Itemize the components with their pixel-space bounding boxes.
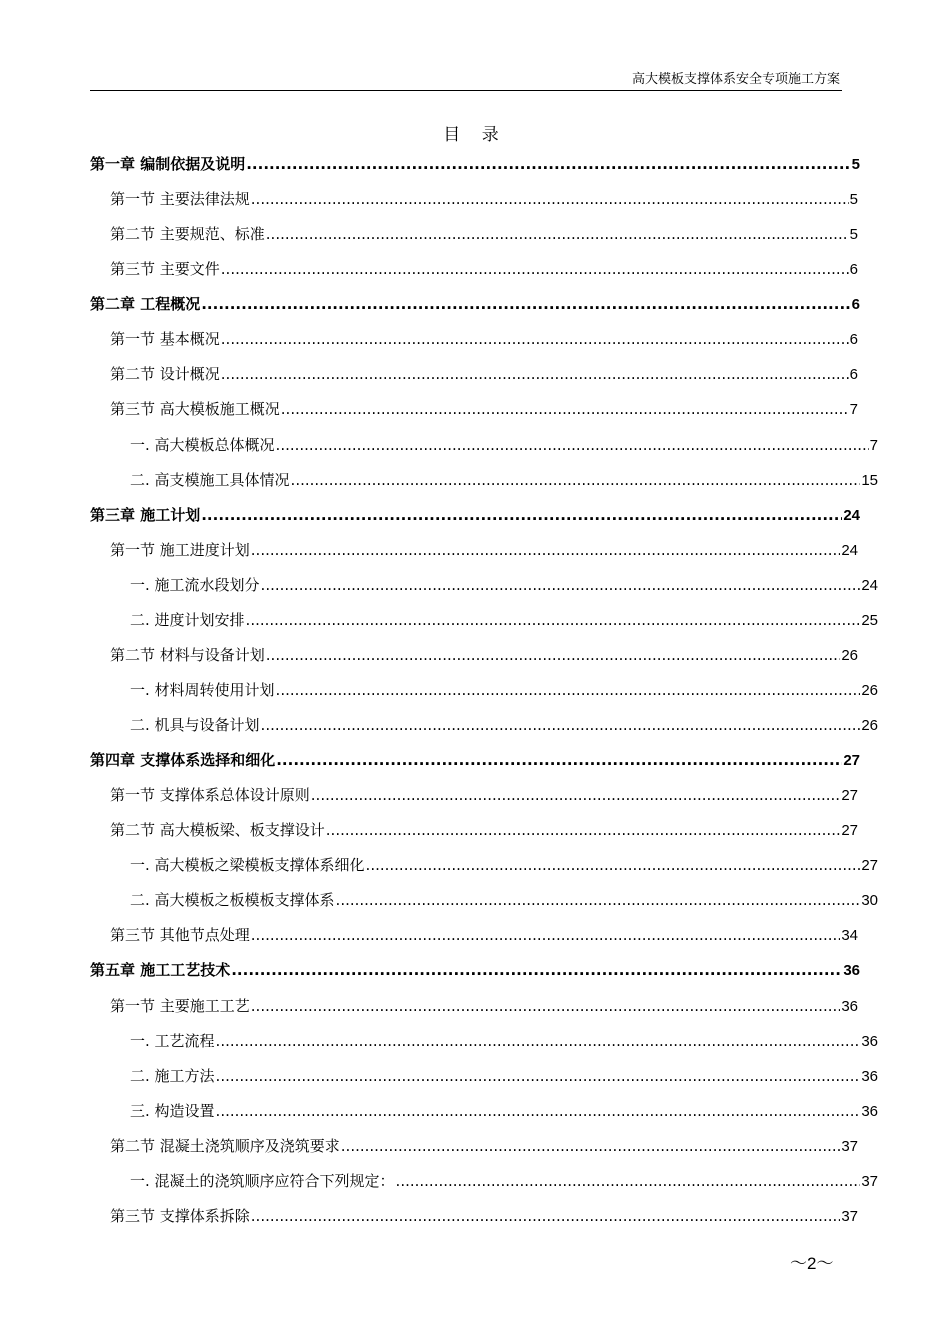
toc-leader-dots — [266, 225, 849, 243]
toc-entry-page: 27 — [861, 857, 878, 875]
toc-entry-page: 30 — [861, 892, 878, 910]
toc-entry[interactable] — [90, 1093, 878, 1128]
toc-entry[interactable] — [90, 812, 860, 847]
toc-leader-dots — [201, 295, 850, 313]
toc-entry-page: 24 — [843, 506, 860, 524]
toc-title: 目 录 — [443, 125, 507, 145]
toc-entry-page: 7 — [849, 401, 858, 419]
toc-entry-page: 37 — [841, 1137, 858, 1155]
toc-entry[interactable] — [90, 672, 878, 707]
toc-entry[interactable] — [90, 952, 860, 987]
toc-entry-label: 第二节 混凝土浇筑顺序及浇筑要求 — [110, 1136, 340, 1155]
toc-leader-dots — [221, 330, 849, 348]
toc-entry-label: 第二节 高大模板梁、板支撑设计 — [110, 821, 325, 840]
toc-entry-label: 第一节 基本概况 — [110, 330, 220, 349]
toc-entry-label: 第三节 主要文件 — [110, 260, 220, 279]
toc-entry[interactable] — [90, 1128, 860, 1163]
toc-entry-label: 一. 材料周转使用计划 — [130, 680, 275, 699]
toc-entry-page: 37 — [861, 1172, 878, 1190]
toc-entry[interactable] — [90, 497, 860, 532]
toc-entry-label: 二. 机具与设备计划 — [130, 716, 260, 735]
toc-entry-page: 6 — [849, 366, 858, 384]
toc-leader-dots — [336, 891, 861, 909]
toc-entry-label: 第二节 主要规范、标准 — [110, 225, 265, 244]
toc-entry-page: 6 — [849, 331, 858, 349]
toc-entry-label: 第五章 施工工艺技术 — [90, 961, 231, 980]
toc-entry-page: 15 — [861, 471, 878, 489]
toc-leader-dots — [221, 260, 849, 278]
toc-entry[interactable] — [90, 742, 860, 777]
toc-entry-label: 二. 进度计划安排 — [130, 610, 245, 629]
toc-entry[interactable] — [90, 917, 860, 952]
toc-leader-dots — [366, 856, 861, 874]
toc-entry-label: 一. 混凝土的浇筑顺序应符合下列规定： — [130, 1171, 395, 1190]
toc-entry[interactable] — [90, 146, 860, 181]
toc-entry-label: 第三节 支撑体系拆除 — [110, 1206, 250, 1225]
toc-entry-label: 第一章 编制依据及说明 — [90, 155, 246, 174]
toc-entry-label: 二. 高支模施工具体情况 — [130, 470, 290, 489]
toc-entry-page: 37 — [841, 1207, 858, 1225]
toc-leader-dots — [216, 1032, 861, 1050]
toc-entry-page: 5 — [849, 226, 858, 244]
toc-leader-dots — [251, 190, 849, 208]
toc-leader-dots — [251, 1207, 841, 1225]
toc-entry-page: 5 — [849, 191, 858, 209]
toc-entry-page: 7 — [869, 436, 878, 454]
toc-entry-page: 34 — [841, 927, 858, 945]
toc-entry[interactable] — [90, 567, 878, 602]
toc-entry-page: 24 — [841, 541, 858, 559]
toc-entry-label: 二. 施工方法 — [130, 1066, 215, 1085]
toc-entry[interactable] — [90, 1058, 878, 1093]
toc-entry-label: 一. 工艺流程 — [130, 1031, 215, 1050]
page-header — [90, 58, 842, 91]
toc-entry-label: 一. 高大模板之梁模板支撑体系细化 — [130, 856, 365, 875]
toc-entry-label: 第三节 高大模板施工概况 — [110, 400, 280, 419]
toc-entry[interactable] — [90, 462, 878, 497]
toc-entry[interactable] — [90, 882, 878, 917]
toc-entry[interactable] — [90, 1163, 878, 1198]
page-number-footer: ～2～ — [790, 1254, 834, 1273]
toc-entry-label: 第一节 支撑体系总体设计原则 — [110, 786, 310, 805]
table-of-contents — [90, 146, 878, 1233]
toc-leader-dots — [216, 1067, 861, 1085]
toc-entry[interactable] — [90, 637, 860, 672]
toc-leader-dots — [326, 821, 841, 839]
toc-leader-dots — [261, 576, 861, 594]
toc-leader-dots — [341, 1137, 841, 1155]
toc-entry-page: 27 — [841, 822, 858, 840]
toc-leader-dots — [216, 1102, 861, 1120]
toc-entry-label: 第二章 工程概况 — [90, 295, 201, 314]
toc-leader-dots — [251, 541, 841, 559]
toc-entry[interactable] — [90, 847, 878, 882]
toc-leader-dots — [246, 611, 861, 629]
toc-entry-page: 36 — [861, 1032, 878, 1050]
toc-leader-dots — [291, 471, 861, 489]
toc-leader-dots — [261, 716, 861, 734]
toc-entry-page: 5 — [851, 156, 860, 174]
toc-leader-dots — [396, 1172, 861, 1190]
toc-leader-dots — [276, 436, 869, 454]
toc-entry-label: 第二节 设计概况 — [110, 365, 220, 384]
toc-entry-label: 第三节 其他节点处理 — [110, 926, 250, 945]
toc-entry-page: 6 — [849, 261, 858, 279]
toc-entry-page: 24 — [861, 576, 878, 594]
toc-entry[interactable] — [90, 1198, 860, 1233]
toc-entry-label: 第一节 主要法律法规 — [110, 190, 250, 209]
toc-leader-dots — [276, 681, 861, 699]
toc-entry-page: 27 — [843, 752, 860, 770]
toc-entry-label: 第二节 材料与设备计划 — [110, 645, 265, 664]
toc-entry-label: 一. 施工流水段划分 — [130, 575, 260, 594]
toc-entry[interactable] — [90, 427, 878, 462]
toc-entry[interactable] — [90, 777, 860, 812]
toc-entry-page: 36 — [861, 1067, 878, 1085]
toc-leader-dots — [221, 365, 849, 383]
toc-entry[interactable] — [90, 707, 878, 742]
toc-leader-dots — [266, 646, 841, 664]
toc-leader-dots — [251, 997, 841, 1015]
toc-leader-dots — [281, 400, 849, 418]
header-title: 高大模板支撑体系安全专项施工方案 — [631, 72, 840, 87]
toc-leader-dots — [311, 786, 841, 804]
toc-entry[interactable] — [90, 988, 860, 1023]
toc-entry-page: 27 — [841, 787, 858, 805]
toc-entry-label: 第一节 施工进度计划 — [110, 540, 250, 559]
toc-leader-dots — [231, 961, 842, 979]
toc-leader-dots — [246, 155, 850, 173]
toc-entry-label: 第一节 主要施工工艺 — [110, 996, 250, 1015]
toc-entry-label: 第四章 支撑体系选择和细化 — [90, 751, 276, 770]
toc-entry-label: 一. 高大模板总体概况 — [130, 435, 275, 454]
toc-entry[interactable] — [90, 286, 860, 321]
toc-entry[interactable] — [90, 216, 860, 251]
toc-entry[interactable] — [90, 181, 860, 216]
toc-entry-page: 26 — [861, 681, 878, 699]
toc-entry-page: 26 — [841, 646, 858, 664]
toc-entry-page: 26 — [861, 717, 878, 735]
toc-entry-page: 6 — [851, 296, 860, 314]
toc-entry-label: 三. 构造设置 — [130, 1101, 215, 1120]
toc-entry[interactable] — [90, 251, 860, 286]
toc-entry-label: 二. 高大模板之板模板支撑体系 — [130, 891, 335, 910]
toc-entry[interactable] — [90, 356, 860, 391]
toc-entry-page: 36 — [843, 962, 860, 980]
toc-entry[interactable] — [90, 602, 878, 637]
toc-entry-page: 36 — [861, 1102, 878, 1120]
toc-leader-dots — [276, 751, 842, 769]
toc-entry[interactable] — [90, 1023, 878, 1058]
toc-entry[interactable] — [90, 532, 860, 567]
toc-entry-page: 36 — [841, 997, 858, 1015]
toc-entry-page: 25 — [861, 611, 878, 629]
toc-entry-label: 第三章 施工计划 — [90, 505, 201, 524]
toc-leader-dots — [251, 926, 841, 944]
toc-leader-dots — [201, 506, 842, 524]
toc-entry[interactable] — [90, 391, 860, 426]
toc-entry[interactable] — [90, 321, 860, 356]
